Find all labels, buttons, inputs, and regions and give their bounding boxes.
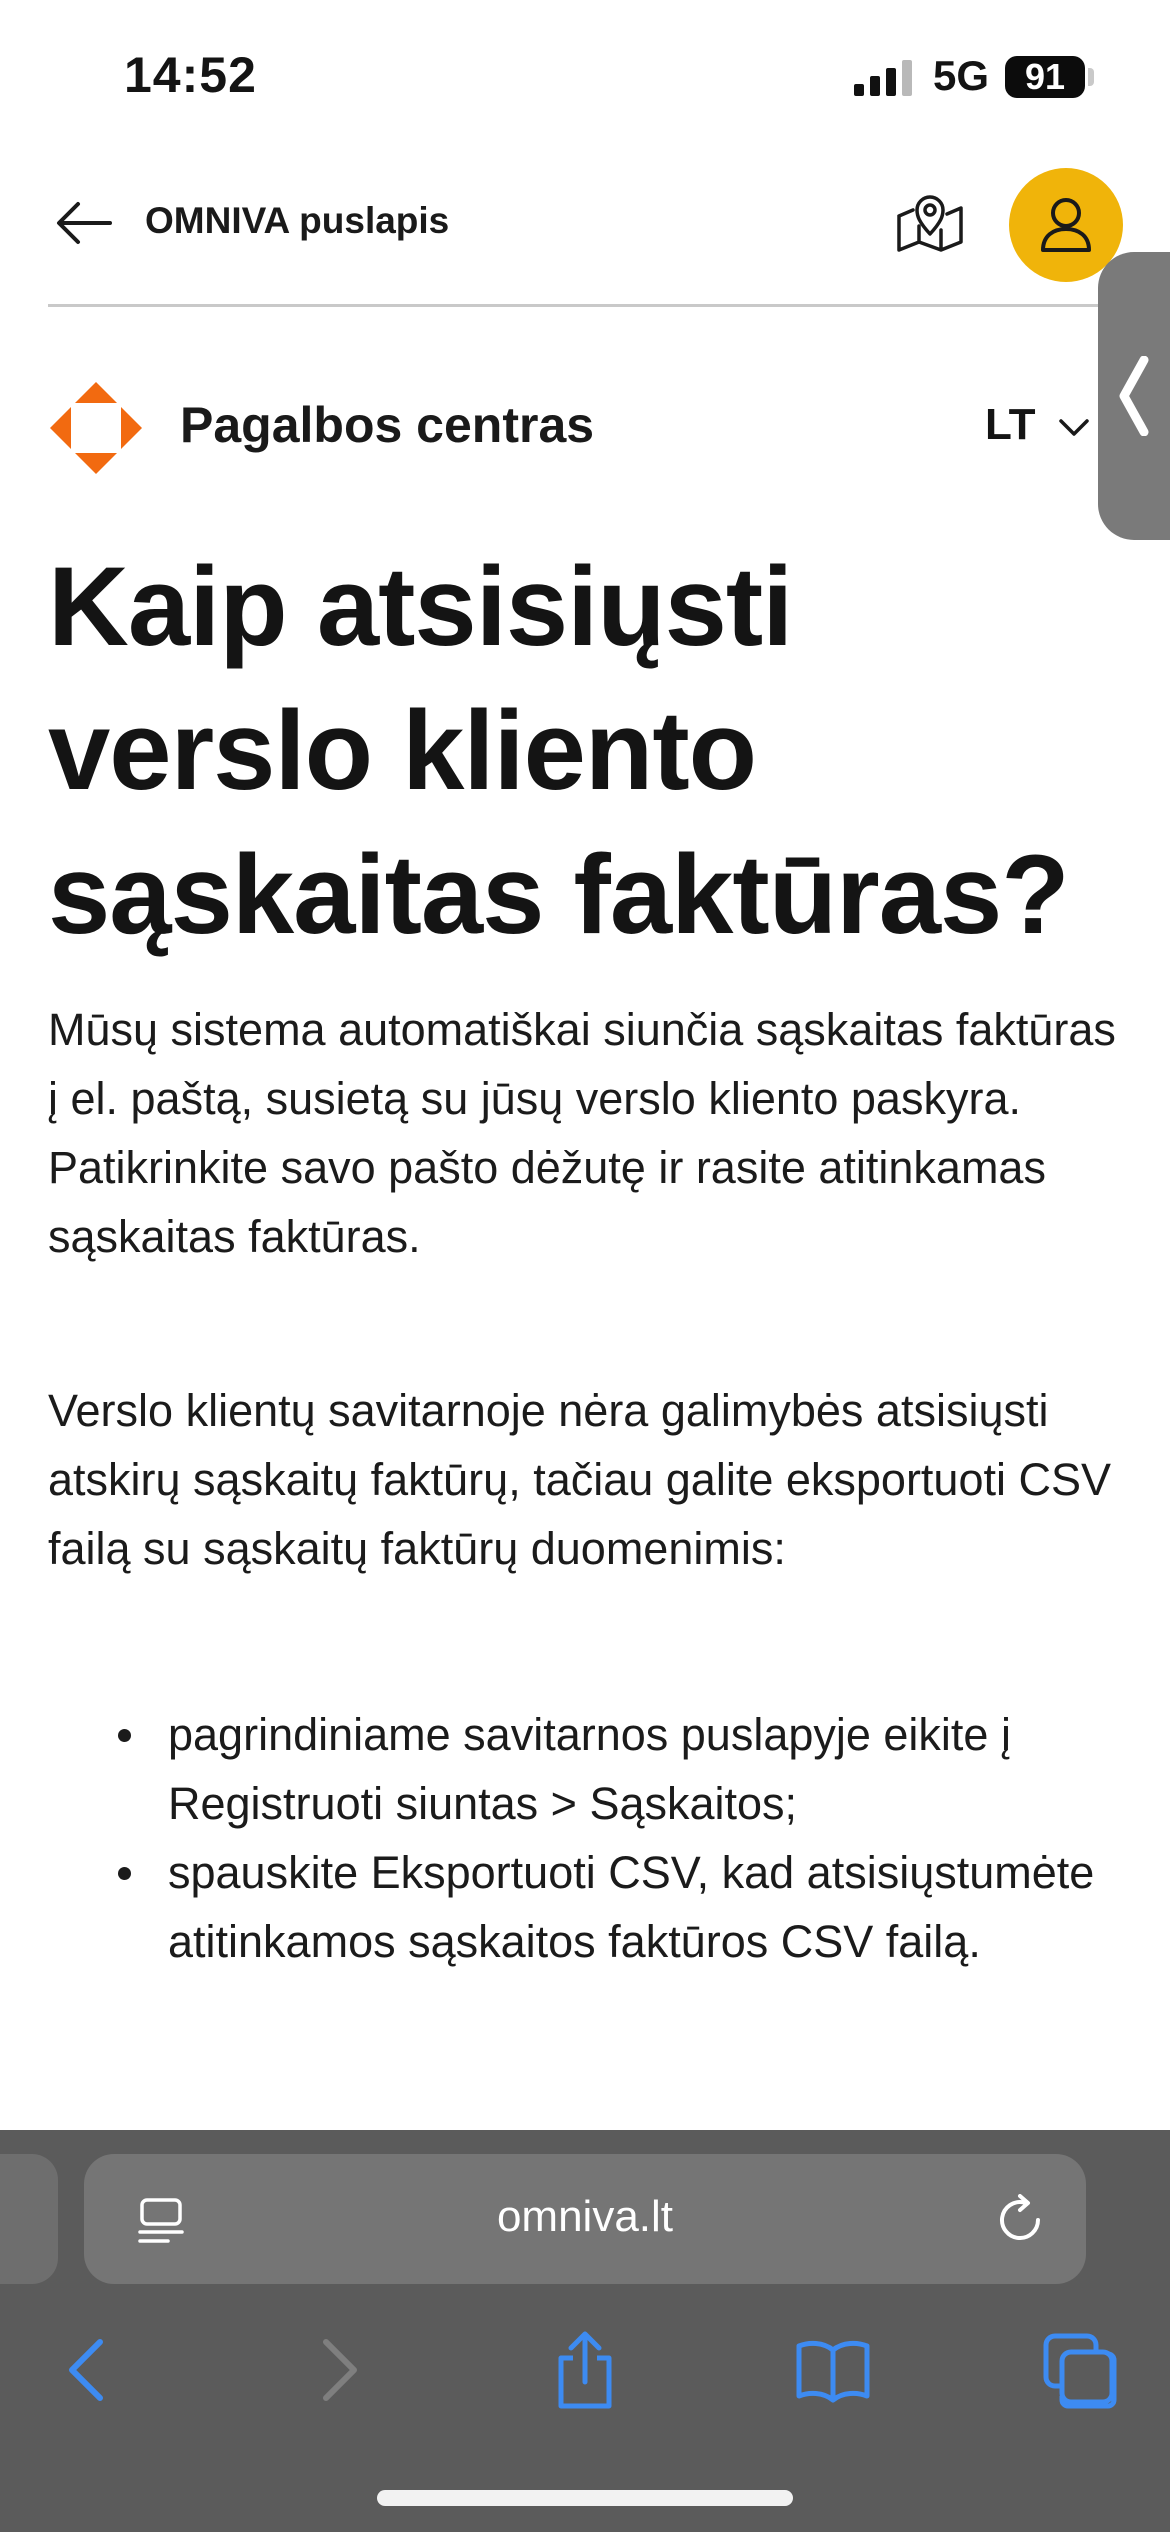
forward-icon[interactable] (298, 2330, 378, 2410)
list-item (48, 1838, 1128, 1976)
status-bar (0, 0, 1170, 150)
chevron-down-icon[interactable] (1058, 418, 1090, 438)
list-item-text: pagrindiniame savitarnos puslapyje eikite į Registruoti siuntas > Sąskaitos; (168, 1709, 1011, 1829)
help-center-title[interactable]: Pagalbos centras (180, 397, 595, 453)
omniva-page-link[interactable]: OMNIVA puslapis (145, 200, 450, 241)
arrow-left-icon[interactable] (56, 200, 112, 246)
side-panel-handle[interactable] (1098, 252, 1170, 540)
back-icon[interactable] (48, 2330, 128, 2410)
article-title: Kaip atsisiųsti verslo kliento sąskaitas faktūras? (48, 544, 1069, 957)
status-time: 14:52 (124, 47, 257, 103)
language-selector[interactable]: LT (985, 400, 1036, 449)
list-item (48, 1700, 1128, 1838)
map-pin-icon[interactable] (895, 190, 965, 254)
share-icon[interactable] (545, 2330, 625, 2410)
tabs-icon[interactable] (1040, 2330, 1120, 2410)
bullet-marker (118, 1729, 131, 1742)
chevron-left-icon (1118, 356, 1150, 436)
battery-cap (1088, 68, 1094, 86)
nav-divider (48, 304, 1122, 307)
top-nav (0, 150, 1170, 308)
reload-icon[interactable] (994, 2194, 1046, 2246)
omniva-logo[interactable] (48, 380, 144, 476)
home-indicator[interactable] (377, 2490, 793, 2506)
article-paragraph-1: Mūsų sistema automatiškai siunčia sąskaitas faktūras į el. paštą, susietą su jūsų verslo kliento paskyra. Patikrinkite savo pašto dėžutę ir rasite atitinkamas sąskaitas faktūras. (48, 1004, 1116, 1262)
signal-icon (854, 60, 916, 96)
url-text[interactable]: omniva.lt (496, 2192, 674, 2241)
list-item-text: spauskite Eksportuoti CSV, kad atsisiųstumėte atitinkamos sąskaitos faktūros CSV failą. (168, 1847, 1095, 1967)
address-bar[interactable] (84, 2154, 1086, 2284)
bullet-marker (118, 1867, 131, 1880)
battery-level: 91 (1024, 56, 1066, 97)
instruction-list (48, 1700, 1128, 1976)
browser-toolbar (0, 2130, 1170, 2532)
previous-tab-preview[interactable] (0, 2154, 58, 2284)
article-paragraph-2: Verslo klientų savitarnoje nėra galimybės atsisiųsti atskirų sąskaitų faktūrų, tačiau galite eksportuoti CSV failą su sąskaitų faktūrų duomenimis: (48, 1385, 1112, 1574)
bookmarks-icon[interactable] (793, 2330, 873, 2410)
network-type: 5G (933, 52, 990, 99)
battery-icon (1005, 56, 1085, 98)
user-icon (1039, 196, 1093, 252)
